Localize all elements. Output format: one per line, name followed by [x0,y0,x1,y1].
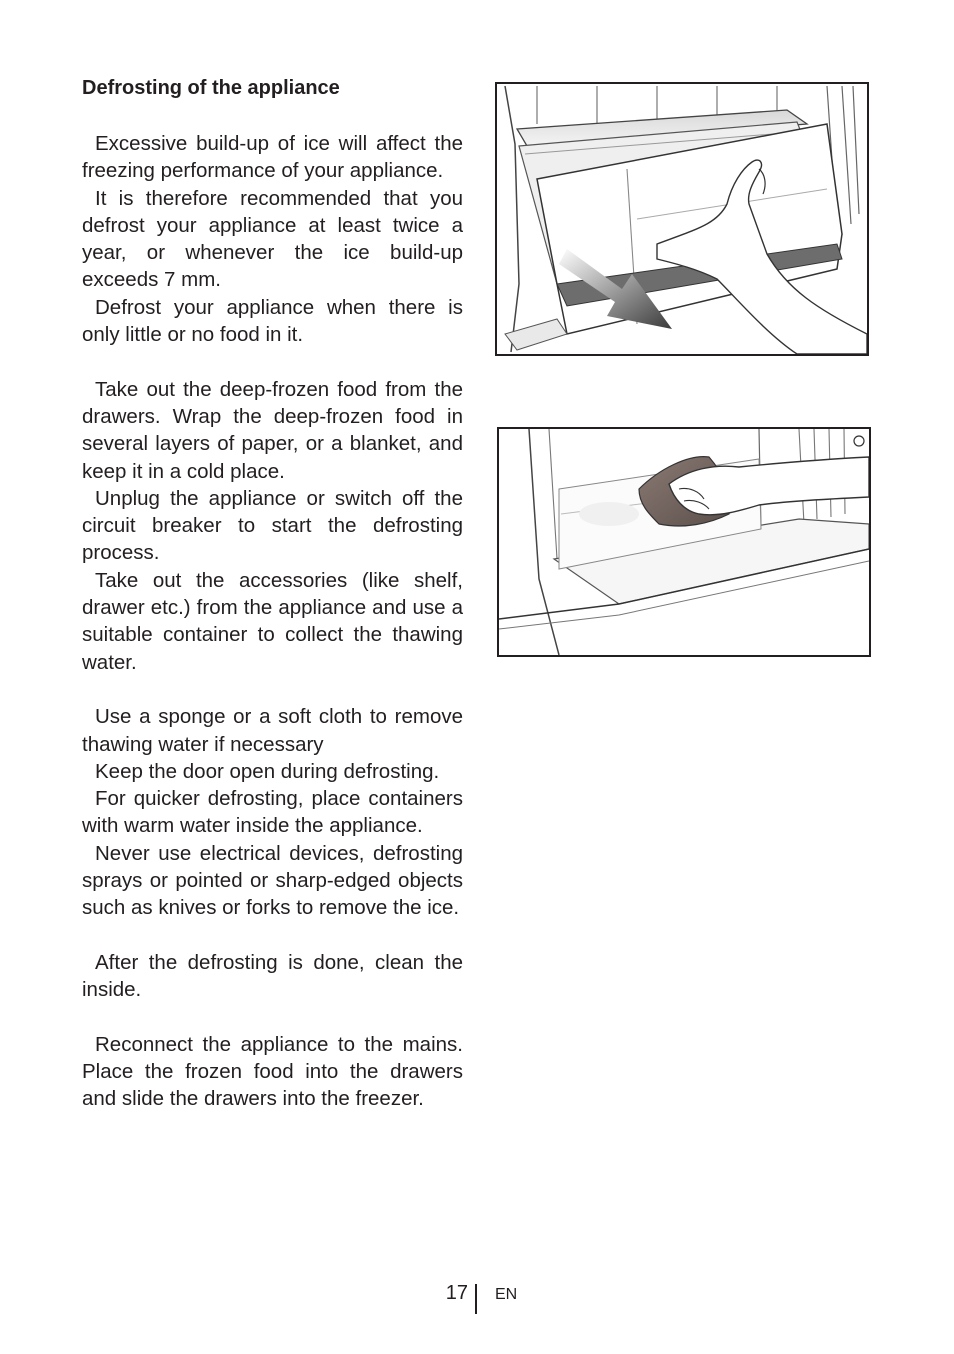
page-number: 17 [445,1282,468,1304]
cleaning-illustration [497,427,871,657]
paragraph: Keep the door open during defrosting. [95,759,440,783]
paragraph: For quicker defrosting, place containers with warm water inside the appliance. [82,787,463,838]
body-text [82,130,463,1113]
paragraph: After the defrosting is done, clean the inside. [82,950,463,1002]
language-code: EN [495,1286,518,1303]
paragraph: Take out the deep-frozen food from the drawers. Wrap the deep-frozen food in several layers of paper, or a blanket, and keep it in a cold place. [82,377,463,483]
paragraph: Use a sponge or a soft cloth to remove thawing water if necessary [82,705,463,756]
paragraph: It is therefore recommended that you defrost your appliance at least twice a year, or whenever the ice build-up exceeds 7 mm. [82,186,463,292]
section-heading: Defrosting of the appliance [82,77,340,99]
paragraph: Unplug the appliance or switch off the circuit breaker to start the defrosting process. [82,486,463,565]
footer-divider [475,1284,477,1314]
paragraph: Excessive build-up of ice will affect the freezing performance of your appliance. [82,132,463,183]
paragraph: Reconnect the appliance to the mains. Place the frozen food into the drawers and slide the drawers into the freezer. [82,1032,463,1111]
paragraph: Take out the accessories (like shelf, drawer etc.) from the appliance and use a suitable container to collect the thawing water. [82,568,463,674]
drawer-removal-illustration [495,82,869,356]
paragraph: Never use electrical devices, defrosting sprays or pointed or sharp-edged objects such as knives or forks to remove the ice. [82,841,463,920]
page-footer [0,1280,954,1316]
paragraph: Defrost your appliance when there is only little or no food in it. [82,295,463,347]
